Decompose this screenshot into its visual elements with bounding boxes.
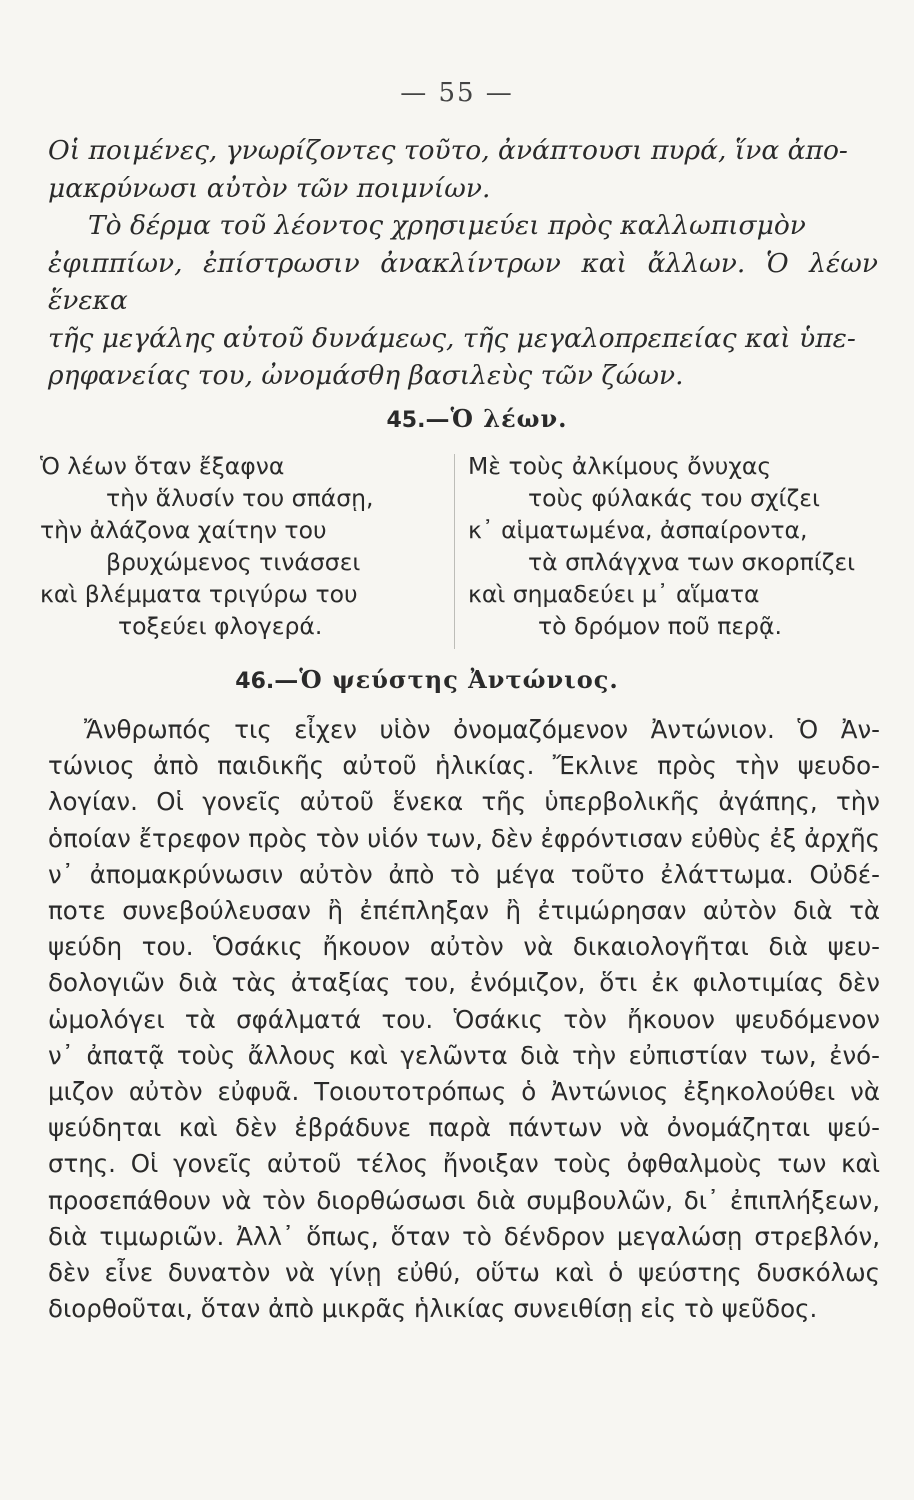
intro-line: Οἱ ποιμένες, γνωρίζοντες τοῦτο, ἀνάπτουσι πυρά, ἵνα ἀπο- xyxy=(48,135,848,166)
section-number: 46. xyxy=(235,669,275,694)
poem-line: τὴν ἀλάζονα χαίτην του xyxy=(40,516,327,544)
intro-line: μακρύνωσι αὐτὸν τῶν ποιμνίων. xyxy=(48,172,491,204)
column-divider xyxy=(454,454,455,649)
prose-line: ν᾽ ἀπομακρύνωσιν αὐτὸν ἀπὸ τὸ μέγα τοῦτο ἐλάττωμα. Οὐδέ- xyxy=(48,859,880,889)
prose-line: δὲν εἶνε δυνατὸν νὰ γίνῃ εὐθύ, οὕτω καὶ ὁ ψεύστης δυσκόλως xyxy=(48,1258,880,1288)
section-46-heading xyxy=(0,665,884,694)
intro-paragraph xyxy=(48,132,878,395)
poem-line: τὸ δρόμον ποῦ περᾷ. xyxy=(538,612,782,640)
prose-line: Ἄνθρωπός τις εἶχεν υἱὸν ὀνομαζόμενον Ἀντώνιον. Ὁ Ἀν- xyxy=(84,715,880,744)
prose-line: δολογιῶν διὰ τὰς ἀταξίας του, ἐνόμιζον, ὅτι ἐκ φιλοτιμίας δὲν xyxy=(48,968,880,998)
prose-line: διορθοῦται, ὅταν ἀπὸ μικρᾶς ἡλικίας συνειθίσῃ εἰς τὸ ψεῦδος. xyxy=(48,1294,818,1324)
prose-line: λογίαν. Οἱ γονεῖς αὐτοῦ ἕνεκα τῆς ὑπερβολικῆς ἀγάπης, τὴν xyxy=(48,787,880,817)
prose-line: ὡμολόγει τὰ σφάλματά του. Ὁσάκις τὸν ἤκουον ψευδόμενον xyxy=(48,1004,880,1034)
poem-line: καὶ σημαδεύει μ᾽ αἵματα xyxy=(468,580,760,608)
prose-line: μιζον αὐτὸν εὐφυᾶ. Τοιουτοτρόπως ὁ Ἀντώνιος ἐξηκολούθει νὰ xyxy=(48,1077,880,1107)
prose-line: ὁποίαν ἔτρεφον πρὸς τὸν υἱόν των, δὲν ἐφρόντισαν εὐθὺς ἐξ ἀρχῆς xyxy=(48,823,880,853)
poem-line: Ὁ λέων ὅταν ἔξαφνα xyxy=(40,452,285,480)
section-title: —Ὁ ψεύστης Ἀντώνιος. xyxy=(274,665,619,694)
poem-line: Μὲ τοὺς ἀλκίμους ὄνυχας xyxy=(468,452,772,480)
intro-line: ἐφιππίων, ἐπίστρωσιν ἀνακλίντρων καὶ ἄλλων. Ὁ λέων ἕνεκα xyxy=(48,247,878,316)
intro-line: τῆς μεγάλης αὐτοῦ δυνάμεως, τῆς μεγαλοπρεπείας καὶ ὑπε- xyxy=(48,322,856,354)
section-45-heading xyxy=(20,404,914,433)
prose-line: στης. Οἱ γονεῖς αὐτοῦ τέλος ἤνοιξαν τοὺς ὀφθαλμοὺς των καὶ xyxy=(48,1149,880,1179)
poem-line: τὰ σπλάγχνα των σκορπίζει xyxy=(528,548,856,576)
prose-line: ψεύδηται καὶ δὲν ἐβράδυνε παρὰ πάντων νὰ ὀνομάζηται ψεύ- xyxy=(48,1113,880,1143)
poem-line: κ᾽ αἱματωμένα, ἀσπαίροντα, xyxy=(468,516,808,544)
section-number: 45. xyxy=(386,408,426,433)
story-paragraph xyxy=(48,712,880,1327)
poem-line: τοξεύει φλογερά. xyxy=(118,612,323,640)
section-title: —Ὁ λέων. xyxy=(425,404,568,433)
poem-line: τὴν ἅλυσίν του σπάσῃ, xyxy=(106,484,374,512)
poem-right-column xyxy=(468,450,878,642)
poem xyxy=(30,450,880,650)
poem-line: καὶ βλέμματα τριγύρω του xyxy=(40,580,358,608)
page-number: — 55 — xyxy=(400,78,514,108)
intro-line: Τὸ δέρμα τοῦ λέοντος χρησιμεύει πρὸς καλλωπισμὸν xyxy=(88,210,806,241)
poem-line: τοὺς φύλακάς του σχίζει xyxy=(528,484,820,512)
prose-line: ν᾽ ἀπατᾷ τοὺς ἄλλους καὶ γελῶντα διὰ τὴν εὐπιστίαν των, ἐνό- xyxy=(48,1040,880,1070)
prose-line: ψεύδη του. Ὁσάκις ἤκουον αὐτὸν νὰ δικαιολογῆται διὰ ψευ- xyxy=(48,932,880,962)
prose-line: ποτε συνεβούλευσαν ἢ ἐπέπληξαν ἢ ἐτιμώρησαν αὐτὸν διὰ τὰ xyxy=(48,896,880,926)
intro-line: ρηφανείας του, ὠνομάσθη βασιλεὺς τῶν ζώων. xyxy=(48,360,684,391)
prose-line: τώνιος ἀπὸ παιδικῆς αὐτοῦ ἡλικίας. Ἔκλινε πρὸς τὴν ψευδο- xyxy=(48,751,880,781)
poem-line: βρυχώμενος τινάσσει xyxy=(106,548,361,576)
poem-left-column xyxy=(40,450,450,642)
prose-line: διὰ τιμωριῶν. Ἀλλ᾽ ὅπως, ὅταν τὸ δένδρον μεγαλώσῃ στρεβλόν, xyxy=(48,1221,880,1251)
prose-line: προσεπάθουν νὰ τὸν διορθώσωσι διὰ συμβουλῶν, δι᾽ ἐπιπλήξεων, xyxy=(48,1185,880,1215)
